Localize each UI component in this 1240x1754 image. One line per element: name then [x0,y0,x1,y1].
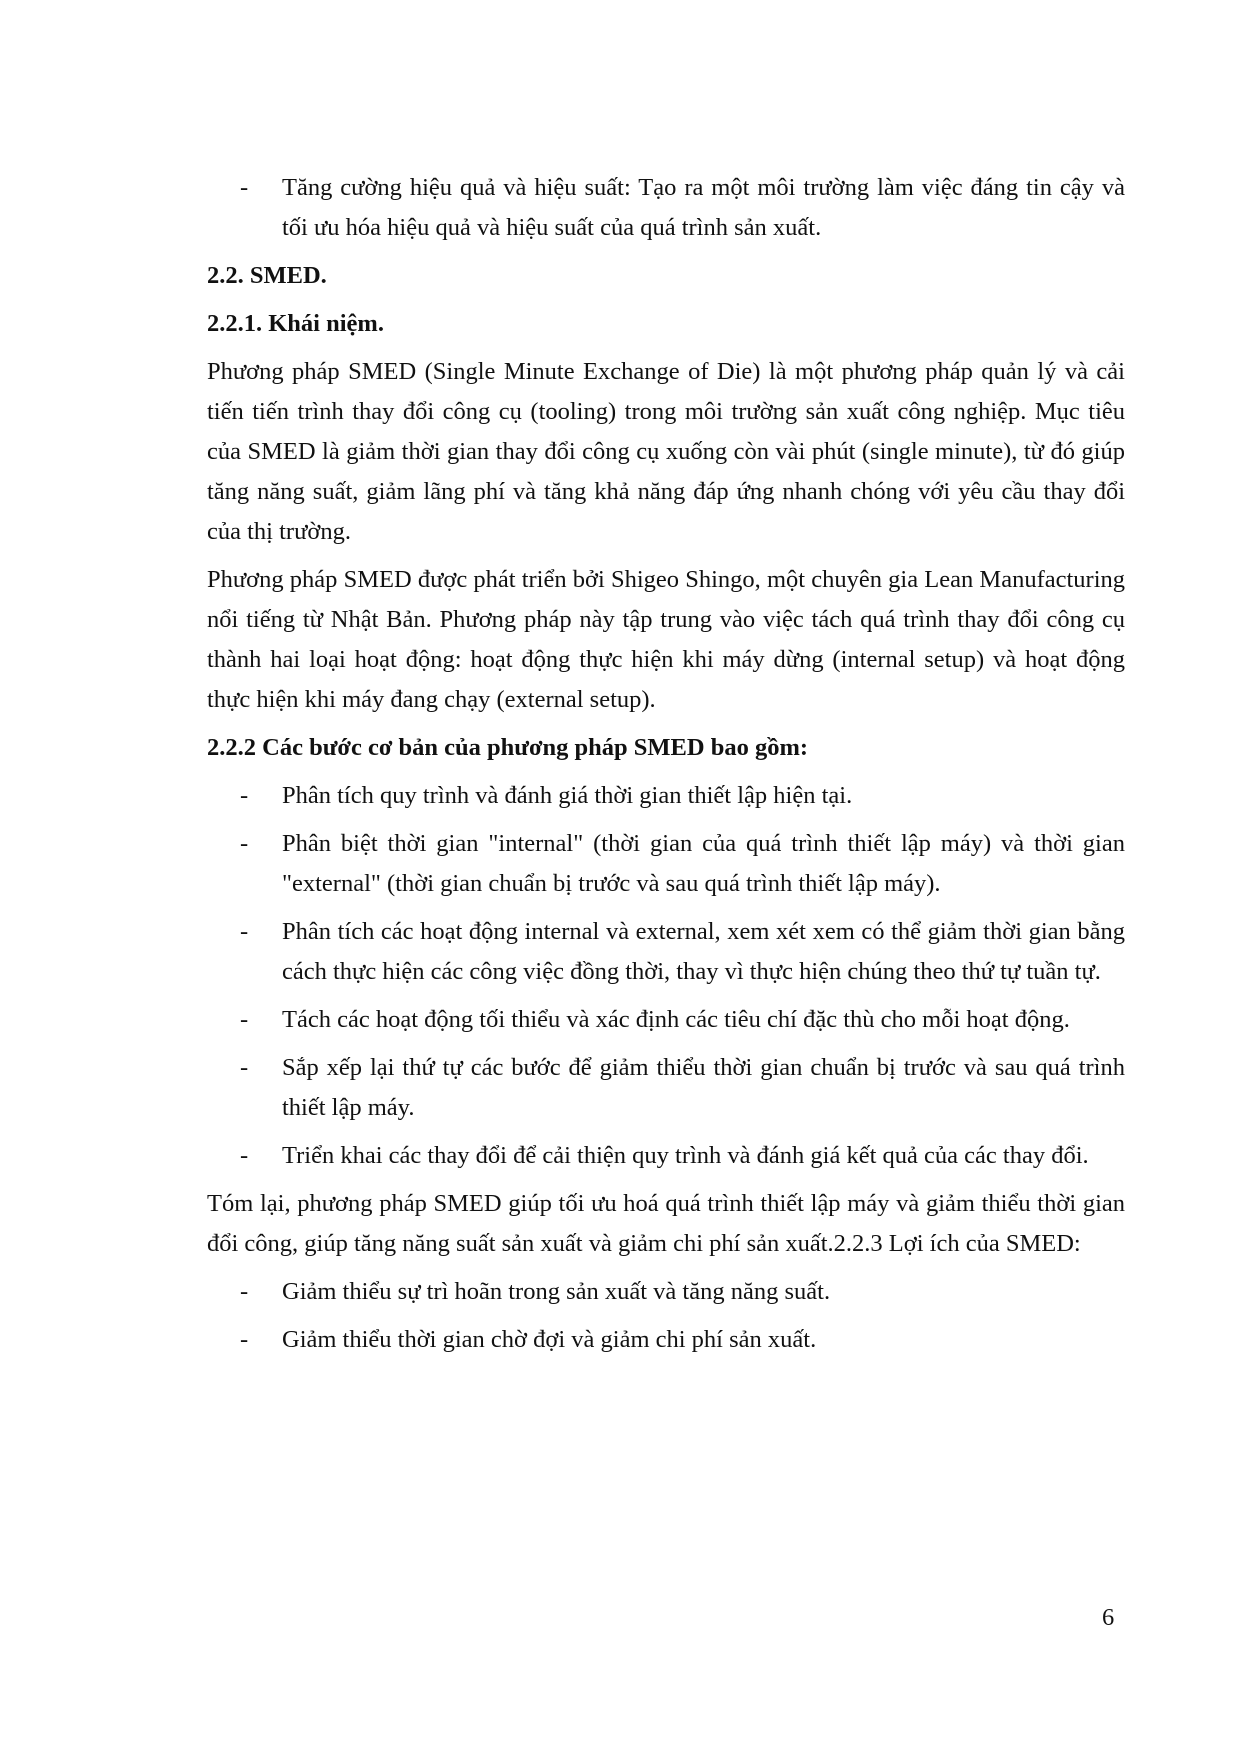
bullet-dash: - [240,918,249,945]
section-heading: 2.2. SMED. [207,262,327,289]
concept-paragraph-1: Phương pháp SMED (Single Minute Exchange of Die) là một phương pháp quản lý và cải tiến tiến trình thay đổi công cụ (tooling) trong môi trường sản xuất công nghiệp. Mục tiêu của SMED là giảm thời gian thay đổi công cụ xuống còn vài phút (single minute), từ đó giúp tăng năng suất, giảm lãng phí và tăng khả năng đáp ứng nhanh chóng với yêu cầu thay đổi của thị trường. [207,358,1125,545]
bullet-text: Giảm thiểu thời gian chờ đợi và giảm chi phí sản xuất. [282,1326,817,1353]
summary-paragraph: Tóm lại, phương pháp SMED giúp tối ưu hoá quá trình thiết lập máy và giảm thiểu thời gian đổi công, giúp tăng năng suất sản xuất và giảm chi phí sản xuất.2.2.3 Lợi ích của SMED: [207,1190,1125,1257]
bullet-dash: - [240,1326,249,1353]
bullet-dash: - [240,782,249,809]
benefit-item [207,1272,1125,1312]
step-item [207,1136,1125,1176]
bullet-text: Phân tích các hoạt động internal và external, xem xét xem có thể giảm thời gian bằng cách thực hiện các công việc đồng thời, thay vì thực hiện chúng theo thứ tự tuần tự. [282,918,1125,985]
bullet-text: Sắp xếp lại thứ tự các bước để giảm thiểu thời gian chuẩn bị trước và sau quá trình thiết lập máy. [282,1054,1125,1121]
bullet-dash: - [240,1278,249,1305]
page-content [207,168,1125,1368]
bullet-dash: - [240,1006,249,1033]
bullet-text: Giảm thiểu sự trì hoãn trong sản xuất và tăng năng suất. [282,1278,831,1305]
steps-heading: 2.2.2 Các bước cơ bản của phương pháp SMED bao gồm: [207,734,809,761]
bullet-text: Phân biệt thời gian "internal" (thời gian của quá trình thiết lập máy) và thời gian "external" (thời gian chuẩn bị trước và sau quá trình thiết lập máy). [282,830,1125,897]
step-item [207,1000,1125,1040]
concept-paragraph-2: Phương pháp SMED được phát triển bởi Shigeo Shingo, một chuyên gia Lean Manufacturing nổi tiếng từ Nhật Bản. Phương pháp này tập trung vào việc tách quá trình thay đổi công cụ thành hai loại hoạt động: hoạt động thực hiện khi máy dừng (internal setup) và hoạt động thực hiện khi máy đang chạy (external setup). [207,566,1125,713]
step-item [207,912,1125,992]
bullet-text: Phân tích quy trình và đánh giá thời gian thiết lập hiện tại. [282,782,853,809]
intro-bullet [207,168,1125,248]
bullet-text: Tăng cường hiệu quả và hiệu suất: Tạo ra một môi trường làm việc đáng tin cậy và tối ưu hóa hiệu quả và hiệu suất của quá trình sản xuất. [282,174,1125,241]
bullet-text: Tách các hoạt động tối thiểu và xác định các tiêu chí đặc thù cho mỗi hoạt động. [282,1006,1070,1033]
step-item [207,1048,1125,1128]
concept-heading: 2.2.1. Khái niệm. [207,310,384,337]
benefit-item [207,1320,1125,1360]
bullet-dash: - [240,830,249,857]
step-item [207,776,1125,816]
bullet-dash: - [240,1054,249,1081]
bullet-text: Triển khai các thay đổi để cải thiện quy trình và đánh giá kết quả của các thay đổi. [282,1142,1089,1169]
bullet-dash: - [240,174,249,201]
step-item [207,824,1125,904]
page-number: 6 [1102,1604,1115,1631]
bullet-dash: - [240,1142,249,1169]
